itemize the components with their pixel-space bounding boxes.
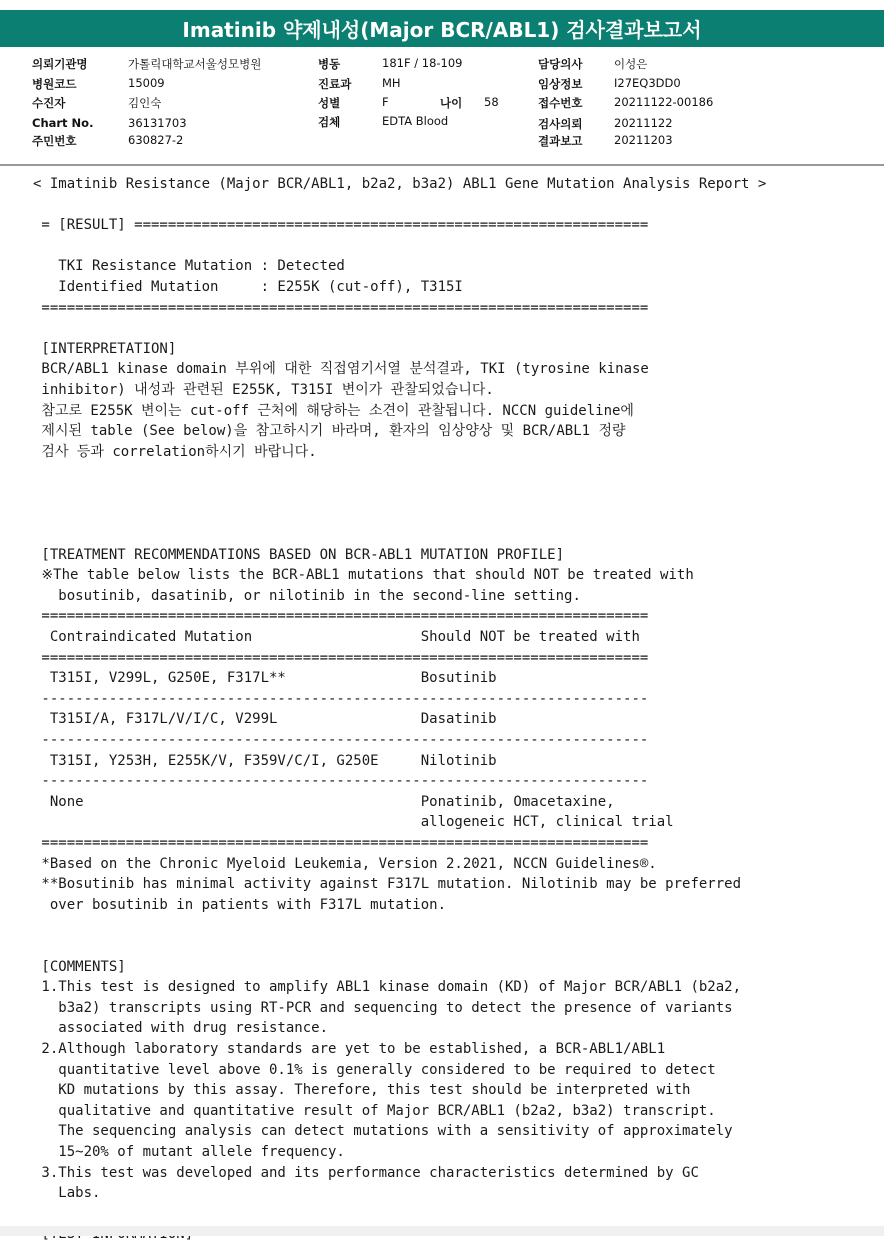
report-line: [TREATMENT RECOMMENDATIONS BASED ON BCR-ABL1 MUTATION PROFILE] bbox=[33, 546, 565, 563]
report-line bbox=[33, 483, 873, 504]
report-line: 검사 등과 correlation하시기 바랍니다. bbox=[33, 443, 317, 460]
value-clinical-info: I27EQ3DD0 bbox=[614, 76, 681, 90]
report-line bbox=[33, 462, 873, 483]
report-line: T315I/A, F317L/V/I/C, V299L Dasatinib bbox=[33, 711, 497, 728]
label-report-date: 결과보고 bbox=[538, 134, 583, 148]
label-hospital-code: 병원코드 bbox=[32, 77, 77, 91]
report-line: ======================================================================== bbox=[33, 299, 649, 316]
report-line bbox=[33, 236, 873, 257]
value-department: MH bbox=[382, 76, 401, 90]
report-line: ------------------------------------------------------------------------ bbox=[33, 690, 649, 707]
report-line: KD mutations by this assay. Therefore, this test should be interpreted with bbox=[33, 1082, 691, 1099]
report-line: < Imatinib Resistance (Major BCR/ABL1, b2a2, b3a2) ABL1 Gene Mutation Analysis Report > bbox=[33, 176, 767, 192]
report-line: qualitative and quantitative result of Major BCR/ABL1 (b2a2, b3a2) transcript. bbox=[33, 1102, 716, 1119]
report-title: Imatinib 약제내성(Major BCR/ABL1) 검사결과보고서 bbox=[182, 18, 702, 42]
report-line: **Bosutinib has minimal activity against F317L mutation. Nilotinib may be preferred bbox=[33, 876, 742, 893]
report-line bbox=[33, 915, 873, 936]
report-line: Identified Mutation : E255K (cut-off), T315I bbox=[33, 278, 463, 295]
label-patient-name: 수진자 bbox=[32, 96, 66, 110]
report-line bbox=[33, 195, 873, 216]
report-line bbox=[33, 318, 873, 339]
value-patient-name: 김인숙 bbox=[128, 96, 162, 110]
report-line: BCR/ABL1 kinase domain 부위에 대한 직접염기서열 분석결과, TKI (tyrosine kinase bbox=[33, 361, 649, 378]
report-line: TKI Resistance Mutation : Detected bbox=[33, 258, 345, 275]
report-line: The sequencing analysis can detect mutations with a sensitivity of approximately bbox=[33, 1123, 733, 1140]
report-line: ======================================================================== bbox=[33, 608, 649, 625]
value-age: 58 bbox=[484, 95, 499, 109]
report-line: = [RESULT] ============================================================= bbox=[33, 217, 649, 234]
report-line bbox=[33, 1204, 873, 1225]
report-line: ======================================================================== bbox=[33, 649, 649, 666]
report-line: allogeneic HCT, clinical trial bbox=[33, 814, 674, 831]
value-requesting-institution: 가톨릭대학교서울성모병원 bbox=[128, 57, 262, 71]
label-request-date: 검사의뢰 bbox=[538, 117, 583, 131]
report-line: bosutinib, dasatinib, or nilotinib in the second-line setting. bbox=[33, 587, 581, 604]
label-department: 진료과 bbox=[318, 77, 352, 91]
report-line: inhibitor) 내성과 관련된 E255K, T315I 변이가 관찰되었습니다. bbox=[33, 381, 494, 398]
value-accession-number: 20211122-00186 bbox=[614, 95, 714, 109]
patient-info-panel bbox=[0, 50, 884, 163]
label-sex: 성별 bbox=[318, 96, 341, 110]
report-line: ======================================================================== bbox=[33, 835, 649, 851]
report-line: associated with drug resistance. bbox=[33, 1020, 329, 1037]
value-sex: F bbox=[382, 95, 389, 109]
value-specimen: EDTA Blood bbox=[382, 114, 449, 128]
report-line: Contraindicated Mutation Should NOT be treated with bbox=[33, 629, 640, 646]
report-line: ------------------------------------------------------------------------ bbox=[33, 773, 649, 790]
value-chart-no: 36131703 bbox=[128, 116, 187, 130]
report-line: [INTERPRETATION] bbox=[33, 340, 177, 357]
report-line: ※The table below lists the BCR-ABL1 mutations that should NOT be treated with bbox=[33, 567, 694, 584]
report-line bbox=[33, 504, 873, 525]
value-resident-number: 630827-2 bbox=[128, 133, 184, 147]
label-specimen: 검체 bbox=[318, 115, 341, 129]
report-line: 15~20% of mutant allele frequency. bbox=[33, 1143, 345, 1160]
report-body bbox=[33, 174, 873, 1245]
scroll-area-footer bbox=[0, 1226, 884, 1236]
report-line: b3a2) transcripts using RT-PCR and sequencing to detect the presence of variants bbox=[33, 999, 733, 1016]
report-line: T315I, V299L, G250E, F317L** Bosutinib bbox=[33, 670, 497, 687]
report-line: 3.This test was developed and its performance characteristics determined by GC bbox=[33, 1164, 699, 1181]
report-line: 제시된 table (See below)을 참고하시기 바라며, 환자의 임상양상 및 BCR/ABL1 정량 bbox=[33, 423, 626, 440]
label-requesting-institution: 의뢰기관명 bbox=[32, 57, 88, 71]
value-attending-doctor: 이성은 bbox=[614, 57, 648, 71]
report-line bbox=[33, 936, 873, 957]
report-line: 참고로 E255K 변이는 cut-off 근처에 해당하는 소견이 관찰됩니다. NCCN guideline에 bbox=[33, 402, 634, 419]
report-line: None Ponatinib, Omacetaxine, bbox=[33, 793, 615, 810]
value-request-date: 20211122 bbox=[614, 116, 673, 130]
label-attending-doctor: 담당의사 bbox=[538, 57, 583, 71]
report-line: Labs. bbox=[33, 1185, 101, 1202]
report-line: *Based on the Chronic Myeloid Leukemia, Version 2.2021, NCCN Guidelines®. bbox=[33, 855, 657, 872]
report-line: quantitative level above 0.1% is generally considered to be required to detect bbox=[33, 1061, 716, 1078]
report-line: T315I, Y253H, E255K/V, F359V/C/I, G250E Nilotinib bbox=[33, 752, 497, 769]
info-divider bbox=[0, 164, 884, 166]
report-line: [COMMENTS] bbox=[33, 958, 126, 975]
report-line: ------------------------------------------------------------------------ bbox=[33, 732, 649, 749]
report-line: 1.This test is designed to amplify ABL1 kinase domain (KD) of Major BCR/ABL1 (b2a2, bbox=[33, 979, 742, 996]
report-line: over bosutinib in patients with F317L mutation. bbox=[33, 896, 447, 913]
label-accession-number: 접수번호 bbox=[538, 96, 583, 110]
label-ward: 병동 bbox=[318, 57, 341, 71]
value-report-date: 20211203 bbox=[614, 133, 673, 147]
report-line bbox=[33, 524, 873, 545]
value-hospital-code: 15009 bbox=[128, 76, 165, 90]
report-title-bar bbox=[0, 10, 884, 47]
label-resident-number: 주민번호 bbox=[32, 134, 77, 148]
label-clinical-info: 임상정보 bbox=[538, 77, 583, 91]
label-age: 나이 bbox=[440, 96, 463, 110]
report-line: 2.Although laboratory standards are yet to be established, a BCR-ABL1/ABL1 bbox=[33, 1040, 666, 1057]
value-ward: 181F / 18-109 bbox=[382, 56, 463, 70]
label-chart-no: Chart No. bbox=[32, 116, 94, 130]
